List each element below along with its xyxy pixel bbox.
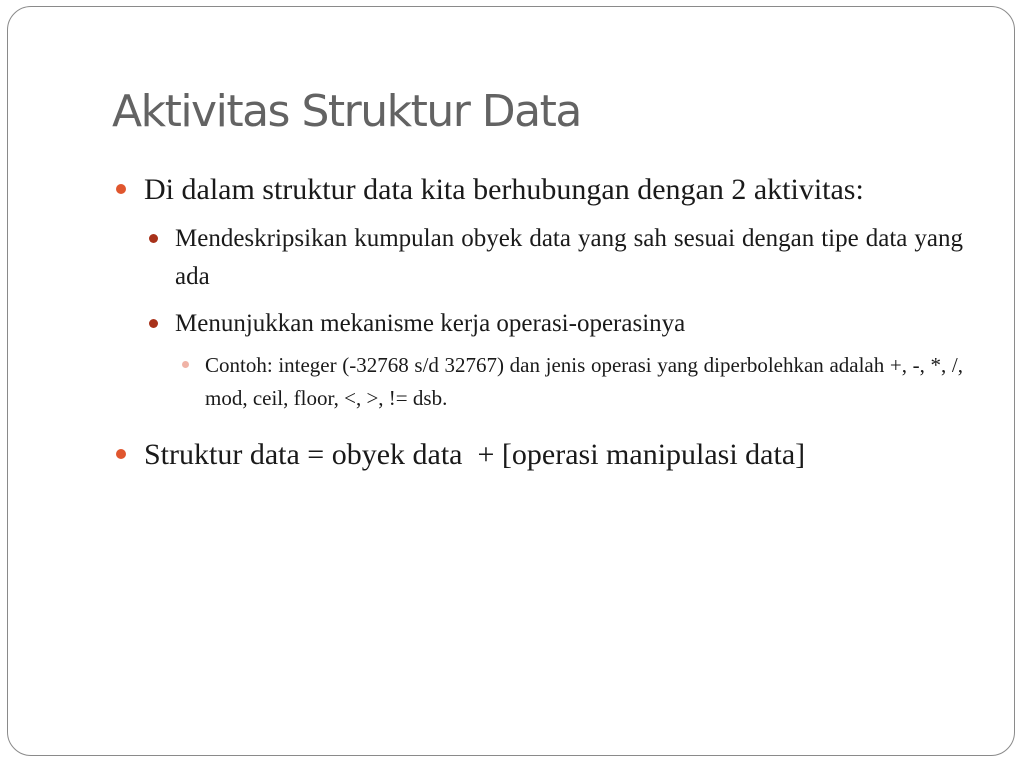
bullet-item-level2 <box>145 220 963 296</box>
bullet-text: Mendeskripsikan kumpulan obyek data yang sah sesuai dengan tipe data yang ada <box>175 225 963 290</box>
bullet-text: Menunjukkan mekanisme kerja operasi-operasinya <box>175 310 686 337</box>
bullet-item-level3 <box>176 349 963 415</box>
slide-content <box>113 168 963 476</box>
bullet-dot-icon <box>149 319 158 328</box>
bullet-text: Di dalam struktur data kita berhubungan dengan 2 aktivitas: <box>144 173 864 206</box>
bullet-text: Struktur data = obyek data + [operasi manipulasi data] <box>144 438 806 471</box>
bullet-item-level2 <box>145 305 963 343</box>
bullet-dot-icon <box>182 361 189 368</box>
bullet-dot-icon <box>149 234 158 243</box>
bullet-item-level1 <box>113 433 963 476</box>
slide-title: Aktivitas Struktur Data <box>112 86 581 137</box>
bullet-item-level1 <box>113 168 963 211</box>
bullet-text: Contoh: integer (-32768 s/d 32767) dan jenis operasi yang diperbolehkan adalah +, -, *, /, mod, ceil, floor, <, >, != dsb. <box>205 353 963 410</box>
bullet-dot-icon <box>116 449 126 459</box>
bullet-dot-icon <box>116 184 126 194</box>
